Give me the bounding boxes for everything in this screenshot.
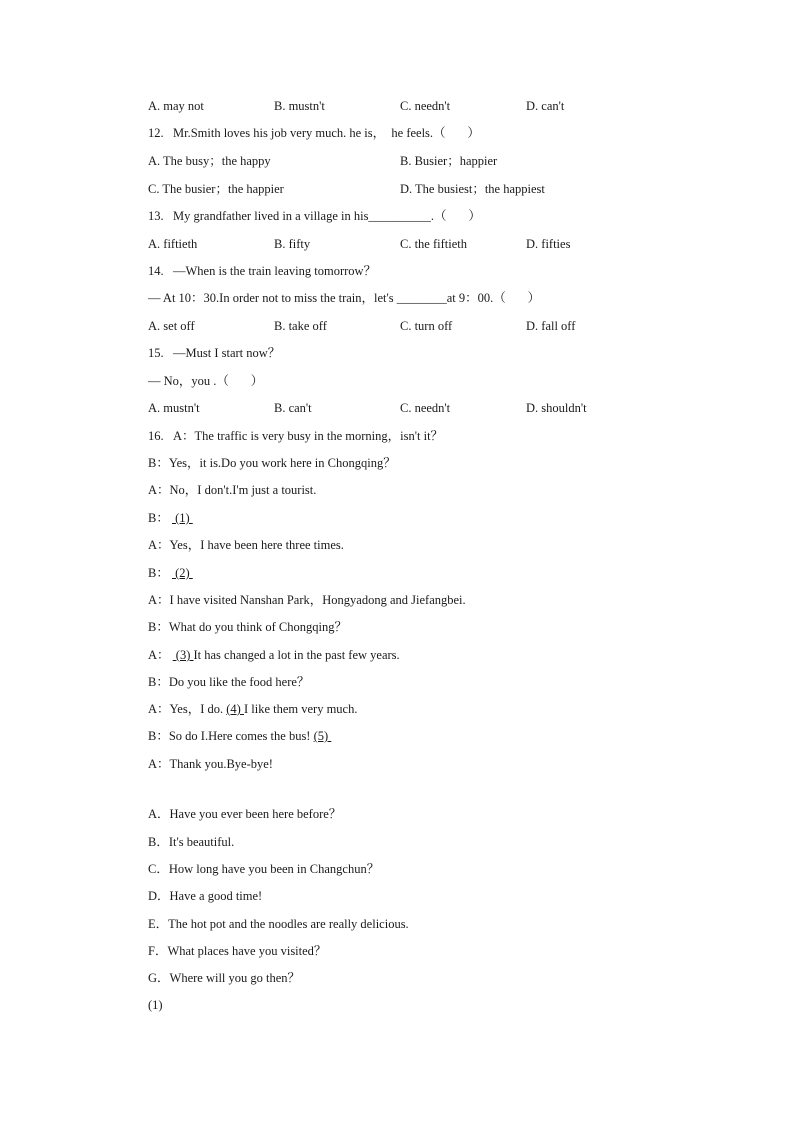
dialogue-text: It has changed a lot in the past few years.	[193, 648, 400, 662]
blank-5[interactable]: (5)	[313, 729, 332, 743]
dialogue-line: 16. A：The traffic is very busy in the morning，isn't it？	[148, 429, 444, 443]
q14-line2: — At 10：30.In order not to miss the train，let's ________at 9：00.（ ）	[148, 291, 541, 305]
dialogue-line: B：Do you like the food here？	[148, 675, 310, 689]
dialogue-speaker: A：	[148, 648, 173, 662]
choice-f[interactable]: F．What places have you visited？	[148, 944, 327, 958]
q15-option-a[interactable]: A. mustn't	[148, 401, 200, 415]
q13-stem: 13. My grandfather lived in a village in his__________.（ ）	[148, 209, 481, 223]
q12-option-a[interactable]: A. The busy；the happy	[148, 154, 271, 168]
dialogue-line: B：What do you think of Chongqing？	[148, 620, 347, 634]
q13-option-a[interactable]: A. fiftieth	[148, 237, 198, 251]
q15-line2: — No，you .（ ）	[148, 374, 264, 388]
blank-4[interactable]: (4)	[226, 702, 244, 716]
choice-d[interactable]: D．Have a good time!	[148, 889, 263, 903]
dialogue-line: A：I have visited Nanshan Park，Hongyadong and Jiefangbei.	[148, 593, 466, 607]
dialogue-line	[148, 647, 400, 663]
choice-c[interactable]: C．How long have you been in Changchun？	[148, 862, 380, 876]
q15-stem: 15. —Must I start now？	[148, 346, 281, 360]
blank-1[interactable]: (1)	[171, 511, 193, 525]
dialogue-line: B：Yes，it is.Do you work here in Chongqing？	[148, 456, 396, 470]
dialogue-line	[148, 565, 193, 581]
blank-3[interactable]: (3)	[172, 648, 194, 662]
choice-g[interactable]: G．Where will you go then？	[148, 971, 301, 985]
choice-e[interactable]: E．The hot pot and the noodles are really delicious.	[148, 917, 409, 931]
dialogue-line: A：Yes，I have been here three times.	[148, 538, 344, 552]
q14-option-a[interactable]: A. set off	[148, 319, 195, 333]
dialogue-speaker: B：	[148, 511, 172, 525]
q11-option-c[interactable]: C. needn't	[400, 99, 451, 113]
dialogue-line: A：Thank you.Bye-bye!	[148, 757, 273, 771]
dialogue-line	[148, 510, 193, 526]
q15-option-c[interactable]: C. needn't	[400, 401, 451, 415]
q12-stem: 12. Mr.Smith loves his job very much. he is， he feels.（ ）	[148, 126, 480, 140]
q12-option-b[interactable]: B. Busier；happier	[400, 154, 498, 168]
q13-option-c[interactable]: C. the fiftieth	[400, 237, 467, 251]
q14-option-d[interactable]: D. fall off	[526, 319, 576, 333]
q14-stem: 14. —When is the train leaving tomorrow？	[148, 264, 377, 278]
dialogue-speaker: B：So do I.Here comes the bus!	[148, 729, 314, 743]
q11-option-d[interactable]: D. can't	[526, 99, 565, 113]
dialogue-speaker: A：Yes，I do.	[148, 702, 227, 716]
q12-option-c[interactable]: C. The busier；the happier	[148, 182, 284, 196]
q14-option-c[interactable]: C. turn off	[400, 319, 453, 333]
q15-option-d[interactable]: D. shouldn't	[526, 401, 587, 415]
choice-a[interactable]: A．Have you ever been here before？	[148, 807, 342, 821]
q12-option-d[interactable]: D. The busiest；the happiest	[400, 182, 545, 196]
dialogue-speaker: B：	[148, 566, 172, 580]
dialogue-line	[148, 728, 331, 744]
q14-option-b[interactable]: B. take off	[274, 319, 327, 333]
dialogue-line: A：No，I don't.I'm just a tourist.	[148, 483, 317, 497]
choice-b[interactable]: B．It's beautiful.	[148, 835, 235, 849]
blank-2[interactable]: (2)	[171, 566, 193, 580]
q13-option-b[interactable]: B. fifty	[274, 237, 311, 251]
dialogue-text: I like them very much.	[243, 702, 358, 716]
answer-label-1: (1)	[148, 998, 163, 1012]
dialogue-line	[148, 701, 357, 717]
q11-option-a[interactable]: A. may not	[148, 99, 204, 113]
q15-option-b[interactable]: B. can't	[274, 401, 312, 415]
q11-option-b[interactable]: B. mustn't	[274, 99, 325, 113]
q13-option-d[interactable]: D. fifties	[526, 237, 571, 251]
